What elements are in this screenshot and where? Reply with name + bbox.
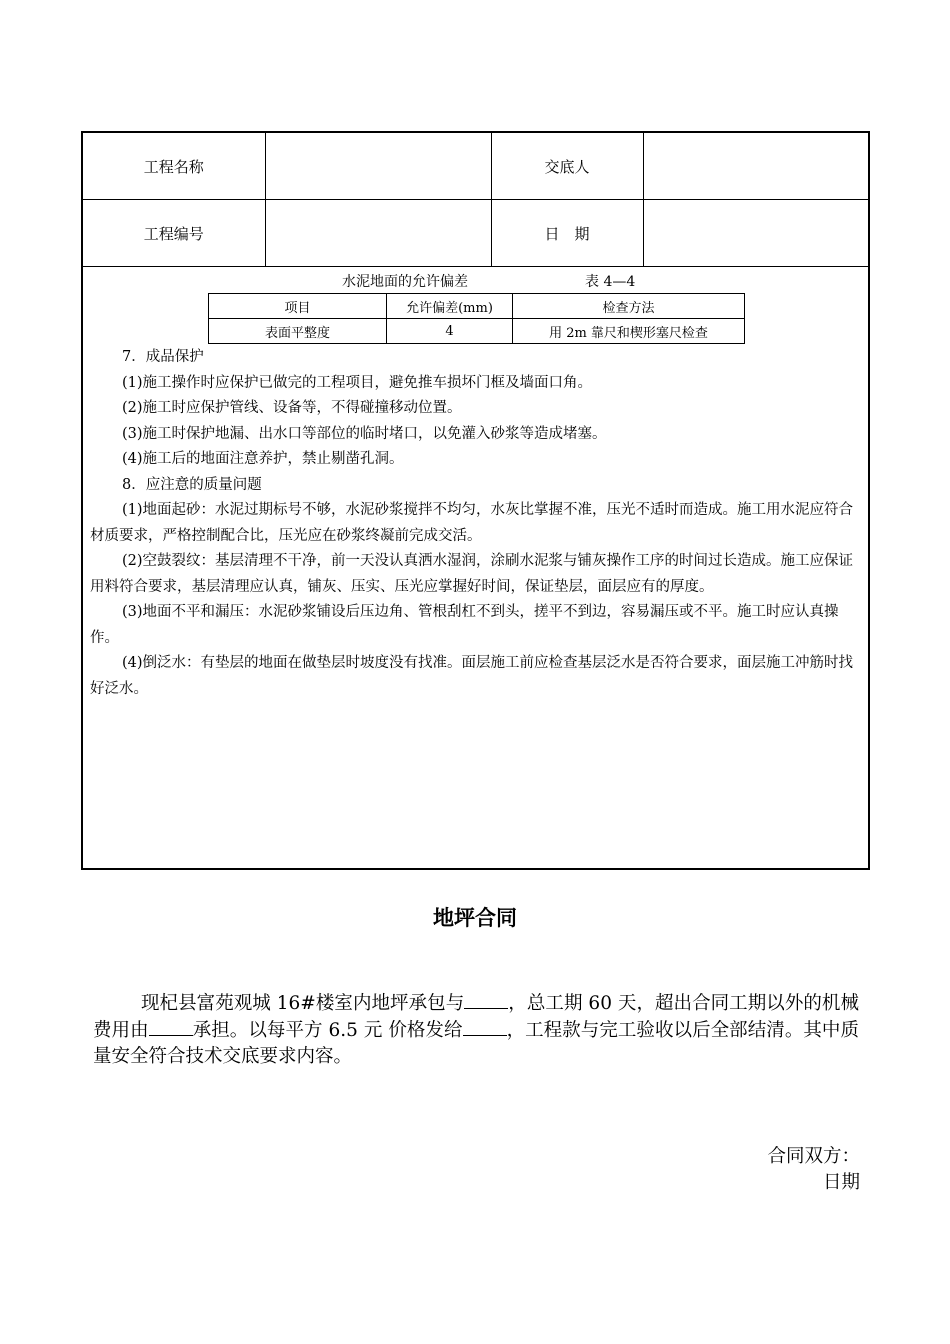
- contractor-blank: [464, 990, 508, 1009]
- section-7-heading: 7．成品保护: [122, 349, 204, 365]
- presenter-label: 交底人: [491, 133, 643, 200]
- tolerance-title: 水泥地面的允许偏差: [342, 274, 468, 290]
- project-name-label: 工程名称: [83, 133, 265, 200]
- payee-blank: [463, 1017, 507, 1036]
- section-8-item: (2)空鼓裂纹：基层清理不干净，前一天没认真洒水湿润，涂刷水泥浆与铺灰操作工序的时间过长造成。施工应保证用料符合要求，基层清理应认真，铺灰、压实、压光应掌握好时间，保证垫层，面层应有的厚度。: [90, 553, 854, 595]
- tolerance-col-deviation: 允许偏差(mm): [387, 294, 513, 319]
- contract-date: 日期: [822, 1172, 860, 1193]
- project-no-label: 工程编号: [83, 200, 265, 267]
- tolerance-cell-item: 表面平整度: [209, 319, 387, 344]
- contract-body: [93, 990, 859, 1070]
- section-8-item: (4)倒泛水：有垫层的地面在做垫层时坡度没有找准。面层施工前应检查基层泛水是否符合要求，面层施工冲筋时找好泛水。: [90, 655, 854, 697]
- contract-parties: 合同双方：: [767, 1146, 860, 1167]
- header-table: [83, 133, 868, 267]
- date-value: [643, 200, 868, 267]
- tolerance-table-no: 表 4—4: [585, 274, 636, 290]
- section-7-item: (2)施工时应保护管线、设备等，不得碰撞移动位置。: [122, 400, 462, 416]
- contract-text-1: 现杞县富苑观城 16#楼室内地坪承包与: [141, 993, 465, 1014]
- tolerance-col-method: 检查方法: [513, 294, 745, 319]
- contract-text-3: 承担。以每平方 6.5 元 价格发给: [192, 1020, 463, 1041]
- table-row: [209, 319, 745, 344]
- date-label: 日 期: [491, 200, 643, 267]
- tolerance-table: [208, 293, 745, 344]
- tolerance-cell-method: 用 2m 靠尺和楔形塞尺检查: [513, 319, 745, 344]
- signature-block: [767, 1144, 860, 1196]
- project-no-value: [265, 200, 491, 267]
- contract-paragraph: [93, 990, 859, 1070]
- tolerance-caption: [83, 271, 868, 291]
- tolerance-cell-deviation: 4: [387, 319, 513, 344]
- contract-title: 地坪合同: [433, 906, 517, 930]
- section-7-item: (3)施工时保护地漏、出水口等部位的临时堵口，以免灌入砂浆等造成堵塞。: [122, 425, 607, 442]
- contract-text-4: ，工程款与完工验收以后全部结清。其中质量安全符合技术交底要求内容。: [93, 1020, 859, 1067]
- disclosure-form: [81, 131, 870, 870]
- tolerance-col-item: 项目: [209, 294, 387, 319]
- tolerance-header-row: [209, 294, 745, 319]
- payer-blank: [149, 1017, 193, 1036]
- body-text: [90, 345, 862, 702]
- section-7-item: (4)施工后的地面注意养护，禁止剔凿孔洞。: [122, 451, 404, 467]
- section-8-item: (3)地面不平和漏压：水泥砂浆铺设后压边角、管根刮杠不到头，搓平不到边，容易漏压或不平。施工时应认真操作。: [90, 604, 839, 646]
- section-8-item: (1)地面起砂：水泥过期标号不够，水泥砂浆搅拌不均匀，水灰比掌握不准，压光不适时而造成。施工用水泥应符合材质要求，严格控制配合比，压光应在砂浆终凝前完成交活。: [90, 502, 854, 544]
- header-row-1: [83, 133, 868, 200]
- project-name-value: [265, 133, 491, 200]
- header-row-2: [83, 200, 868, 267]
- section-7-item: (1)施工操作时应保护已做完的工程项目，避免推车损坏门框及墙面口角。: [122, 374, 593, 391]
- contract-text-2: ，总工期 60 天，超出合同工期以外的机械费用由: [93, 993, 859, 1041]
- section-8-heading: 8．应注意的质量问题: [122, 476, 262, 493]
- presenter-value: [643, 133, 868, 200]
